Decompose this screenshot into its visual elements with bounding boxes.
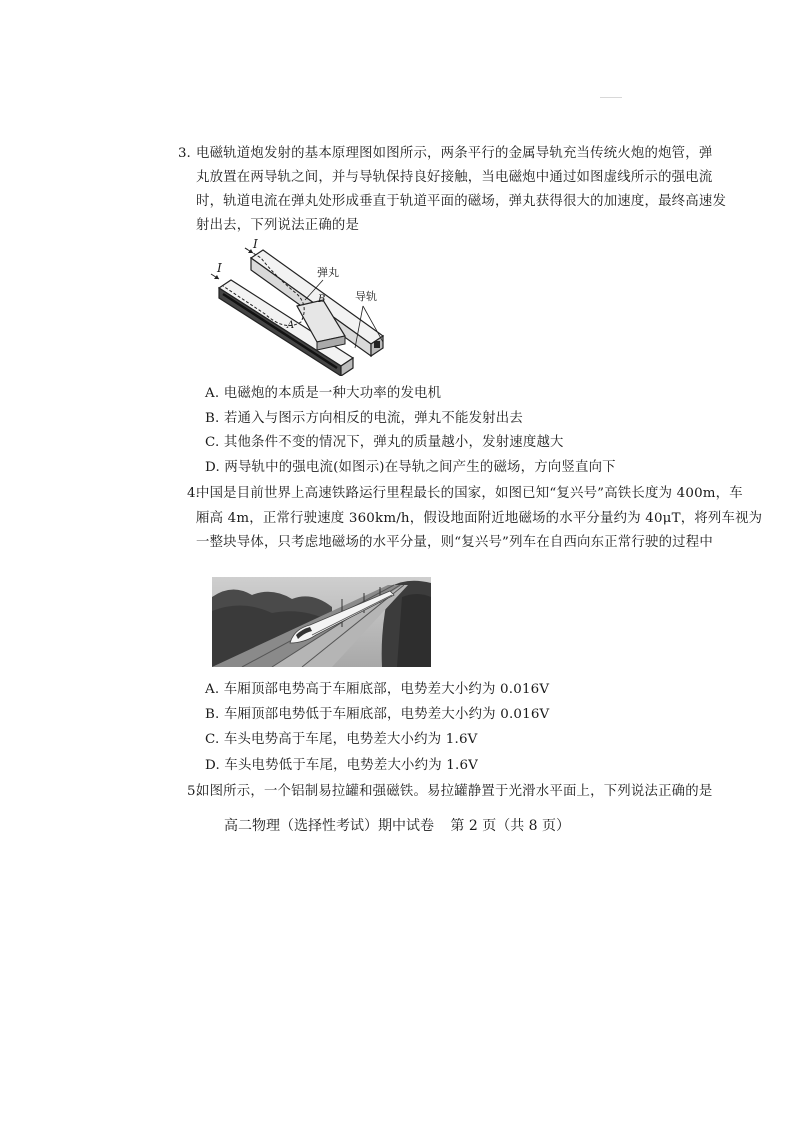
rail-label: 导轨 (355, 290, 377, 303)
point-b-label: B (318, 294, 326, 305)
question-3-option-a: A. 电磁炮的本质是一种大功率的发电机 (205, 386, 442, 401)
footer-page-number: 第 2 页（共 8 页） (450, 818, 571, 834)
question-3-number: 3. (178, 146, 191, 161)
question-3-option-c: C. 其他条件不变的情况下，弹丸的质量越小，发射速度越大 (205, 435, 564, 450)
question-3-option-d: D. 两导轨中的强电流(如图示)在导轨之间产生的磁场，方向竖直向下 (205, 460, 616, 475)
question-5-number: 5. (187, 784, 200, 799)
scan-artifact (600, 97, 622, 98)
question-4-line-3: 一整块导体，只考虑地磁场的水平分量，则“复兴号”列车在自西向东正常行驶的过程中 (196, 535, 713, 550)
question-4-line-1: 中国是目前世界上高速铁路运行里程最长的国家，如图已知“复兴号”高铁长度为 400m，车 (196, 486, 743, 501)
question-3-line-3: 时，轨道电流在弹丸处形成垂直于轨道平面的磁场，弹丸获得很大的加速度，最终高速发 (196, 194, 727, 209)
question-3-line-1: 电磁轨道炮发射的基本原理图如图所示，两条平行的金属导轨充当传统火炮的炮管，弹 (196, 146, 713, 161)
question-4-option-c: C. 车头电势高于车尾，电势差大小约为 1.6V (205, 732, 478, 747)
question-4-option-b: B. 车厢顶部电势低于车厢底部，电势差大小约为 0.016V (205, 707, 550, 722)
question-5-line-1: 如图所示，一个铝制易拉罐和强磁铁。易拉罐静置于光滑水平面上，下列说法正确的是 (196, 784, 713, 799)
question-4-option-d: D. 车头电势低于车尾，电势差大小约为 1.6V (205, 758, 479, 773)
page-footer (0, 817, 794, 835)
current-label-lower: I (217, 261, 222, 275)
high-speed-train-photo (212, 577, 431, 667)
question-4-number: 4. (187, 486, 200, 501)
question-4-line-2: 厢高 4m，正常行驶速度 360km/h，假设地面附近地磁场的水平分量约为 40μT，将列车视为 (196, 511, 763, 526)
question-4-option-a: A. 车厢顶部电势高于车厢底部，电势差大小约为 0.016V (205, 682, 550, 697)
question-3-line-4: 射出去，下列说法正确的是 (196, 218, 360, 233)
footer-title: 高二物理（选择性考试）期中试卷 (223, 818, 434, 834)
current-label-upper: I (253, 237, 258, 251)
question-3-option-b: B. 若通入与图示方向相反的电流，弹丸不能发射出去 (205, 411, 523, 426)
railgun-diagram (205, 236, 405, 376)
point-a-label: A (287, 320, 295, 331)
question-3-line-2: 丸放置在两导轨之间，并与导轨保持良好接触，当电磁炮中通过如图虚线所示的强电流 (196, 170, 713, 185)
projectile-label: 弹丸 (317, 266, 339, 279)
